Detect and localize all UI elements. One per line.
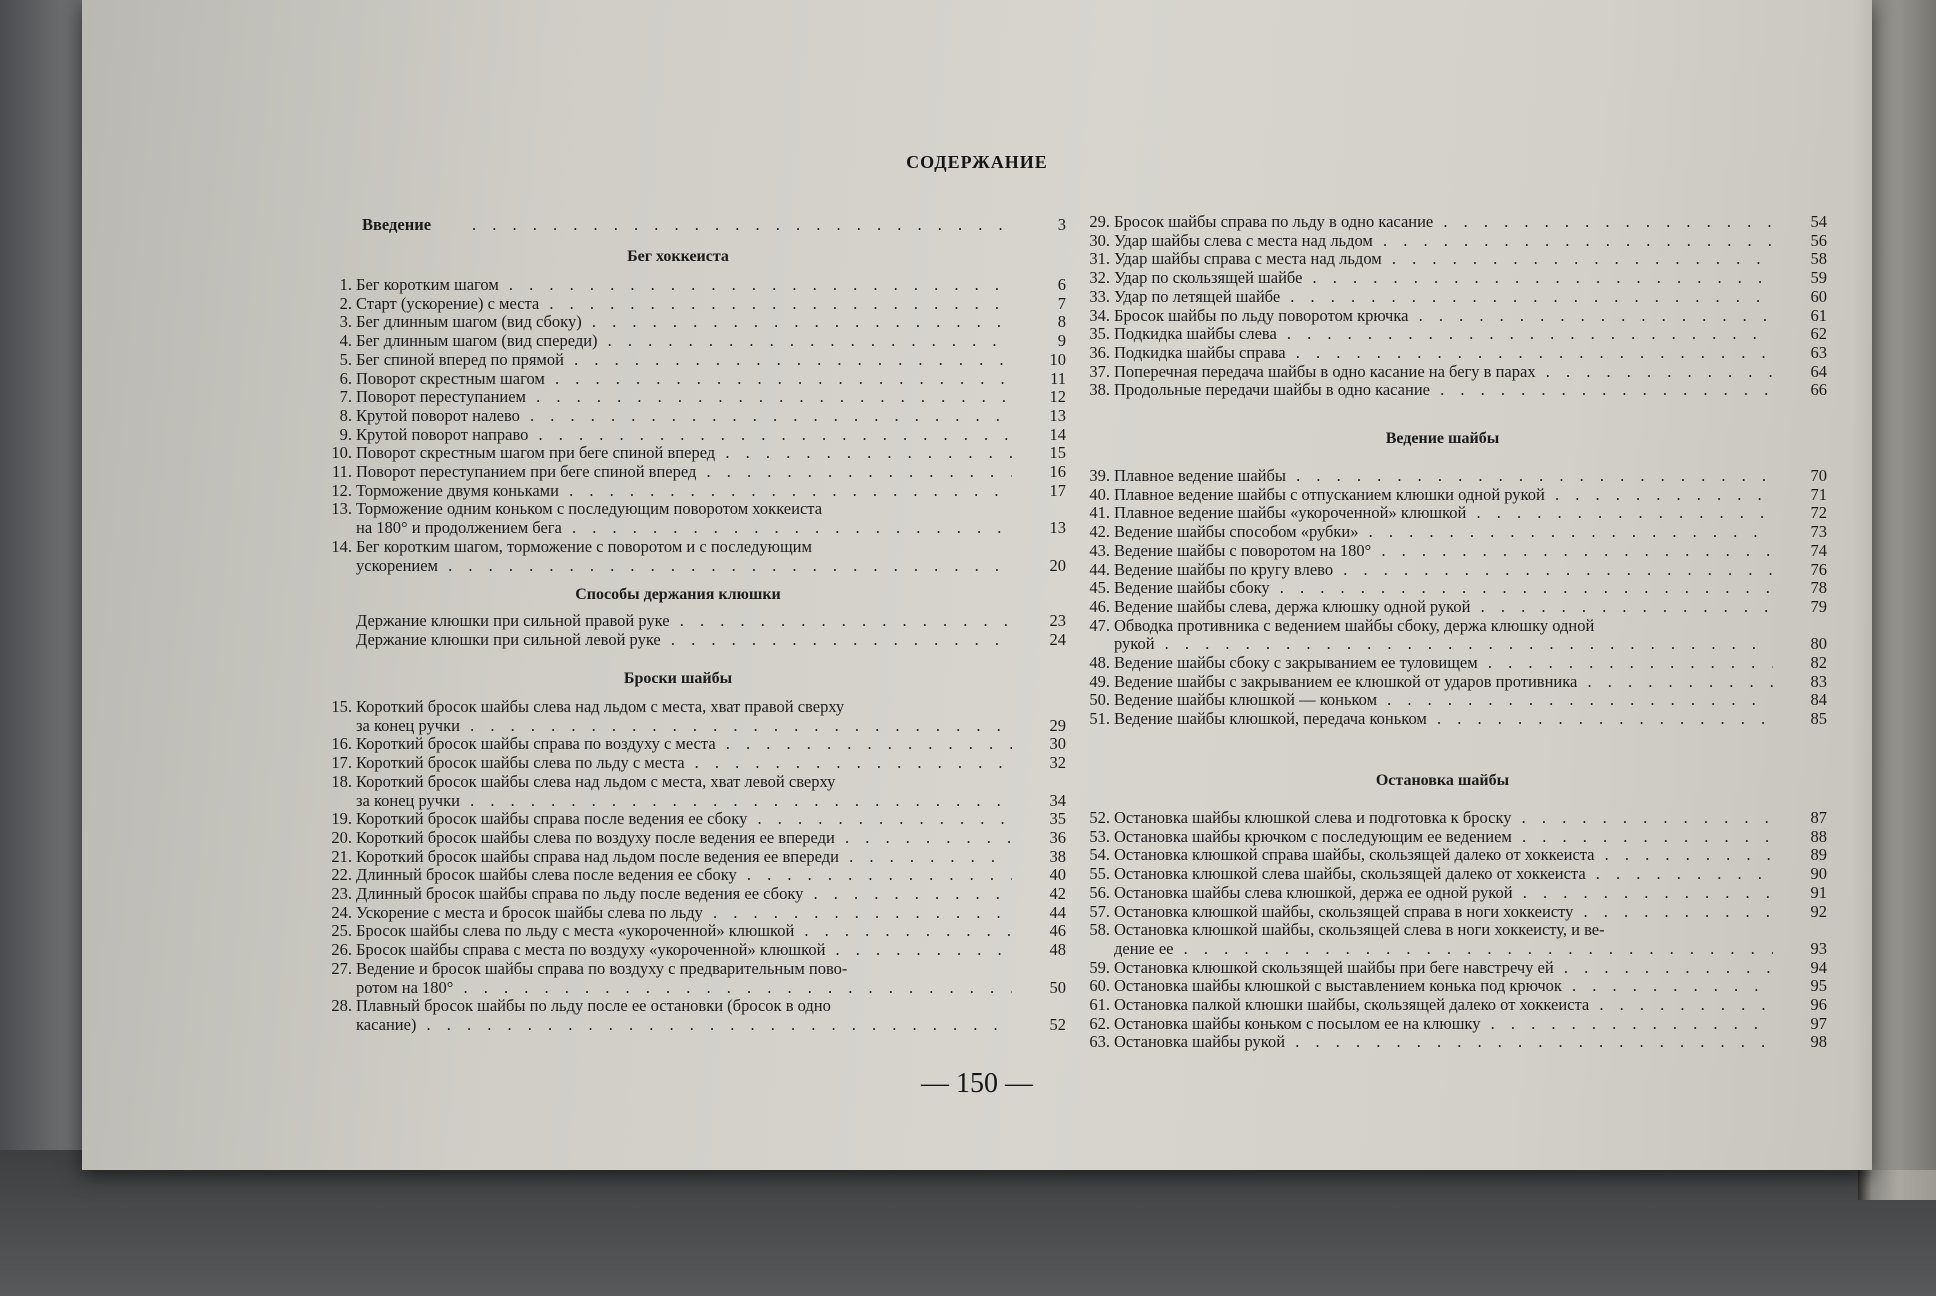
entry-title: Остановка шайбы крючком с последующим ее ведением . . . bbox=[1114, 827, 1773, 846]
entry-number: 57. bbox=[1089, 901, 1110, 921]
entry-title: Короткий бросок шайбы слева над льдом с места, хват левой сверху bbox=[356, 771, 836, 791]
entry-number: 49. bbox=[1089, 671, 1110, 691]
entry-title: Ведение шайбы клюшкой, передача коньком . . . bbox=[1114, 709, 1773, 728]
page-title: СОДЕРЖАНИЕ bbox=[906, 152, 1048, 172]
entry-title: Удар шайбы слева с места над льдом . . . bbox=[1114, 231, 1773, 250]
entry-title: Остановка клюшкой шайбы, скользящей справа в ноги хоккеисту . . . bbox=[1114, 902, 1773, 921]
entry-number: 23. bbox=[331, 884, 352, 903]
entry-number: 6. bbox=[339, 368, 352, 388]
entry-title: Поперечная передача шайбы в одно касание на бегу в парах . . . bbox=[1114, 362, 1773, 381]
entry-page: 16 bbox=[1049, 462, 1066, 481]
entry-number: 3. bbox=[339, 312, 352, 332]
entry-page: 13 bbox=[1049, 405, 1066, 425]
entry-page: 83 bbox=[1810, 671, 1827, 691]
entry-number: 10. bbox=[331, 443, 352, 463]
entry-number: 27. bbox=[331, 958, 352, 978]
entry-title-continuation: за конец ручки . . . bbox=[356, 716, 1012, 735]
entry-page: 12 bbox=[1049, 387, 1066, 407]
intro-page: 3 bbox=[1057, 215, 1066, 234]
entry-title: Держание клюшки при сильной левой руке . . . bbox=[356, 630, 1012, 649]
entry-title: Остановка палкой клюшки шайбы, скользящей далеко от хоккеиста . . . bbox=[1114, 995, 1773, 1014]
entry-title-continuation: дение ее . . . bbox=[1114, 939, 1773, 958]
entry-number: 9. bbox=[339, 424, 352, 444]
entry-number: 18. bbox=[331, 771, 352, 791]
entry-page: 91 bbox=[1810, 882, 1827, 902]
entry-title: Короткий бросок шайбы слева над льдом с места, хват правой сверху bbox=[356, 697, 845, 716]
book-page bbox=[82, 0, 1872, 1170]
entry-number: 2. bbox=[339, 293, 352, 313]
entry-number: 20. bbox=[331, 827, 352, 847]
entry-title: Поворот скрестным шагом . . . bbox=[356, 369, 1012, 388]
entry-title: Бег коротким шагом, торможение с поворотом и с последующим bbox=[356, 536, 812, 556]
entry-title: Бег длинным шагом (вид спереди) . . . bbox=[356, 331, 1012, 350]
entry-page: 62 bbox=[1810, 324, 1827, 344]
entry-title: Короткий бросок шайбы слева по льду с места . . . bbox=[356, 753, 1012, 772]
entry-page: 78 bbox=[1810, 578, 1827, 598]
entry-page: 44 bbox=[1049, 902, 1066, 922]
entry-title: Крутой поворот налево . . . bbox=[356, 406, 1012, 425]
entry-number: 7. bbox=[339, 387, 352, 407]
entry-number: 11. bbox=[331, 462, 352, 481]
entry-page: 36 bbox=[1049, 827, 1066, 847]
entry-number: 16. bbox=[331, 734, 352, 754]
section-heading: Бег хоккеиста bbox=[627, 248, 729, 265]
entry-page: 30 bbox=[1049, 734, 1066, 754]
entry-page: 85 bbox=[1810, 709, 1827, 729]
entry-title: Удар шайбы справа с места над льдом . . . bbox=[1114, 249, 1773, 268]
entry-number: 26. bbox=[331, 940, 352, 960]
entry-page: 96 bbox=[1810, 995, 1827, 1014]
intro-label: Введение bbox=[362, 215, 432, 234]
entry-title: Удар по летящей шайбе . . . bbox=[1114, 287, 1773, 306]
entry-number: 43. bbox=[1089, 540, 1110, 560]
entry-title-continuation: на 180° и продолжением бега . . . bbox=[356, 518, 1012, 537]
entry-page: 17 bbox=[1049, 480, 1066, 500]
entry-page: 52 bbox=[1049, 1014, 1066, 1034]
entry-page: 54 bbox=[1810, 212, 1827, 231]
entry-number: 17. bbox=[331, 753, 352, 773]
entry-title: Ведение и бросок шайбы справа по воздуху с предварительным пово- bbox=[356, 958, 848, 978]
entry-title: Продольные передачи шайбы в одно касание . . . bbox=[1114, 380, 1773, 399]
entry-page: 32 bbox=[1049, 753, 1066, 773]
entry-page: 92 bbox=[1810, 901, 1827, 921]
entry-title: Бросок шайбы справа по льду в одно касание . . . bbox=[1114, 212, 1773, 231]
entry-page: 87 bbox=[1810, 808, 1827, 827]
entry-title: Держание клюшки при сильной правой руке . . . bbox=[356, 611, 1012, 630]
entry-page: 56 bbox=[1810, 230, 1827, 250]
entry-number: 55. bbox=[1089, 864, 1110, 884]
entry-page: 89 bbox=[1810, 845, 1827, 865]
entry-title: Ведение шайбы клюшкой — коньком . . . bbox=[1114, 690, 1773, 709]
entry-page: 61 bbox=[1810, 305, 1827, 325]
entry-page: 73 bbox=[1810, 522, 1827, 542]
entry-page: 71 bbox=[1810, 484, 1827, 504]
entry-title: Остановка клюшкой слева шайбы, скользящей далеко от хоккеиста . . . bbox=[1114, 864, 1773, 883]
entry-number: 62. bbox=[1089, 1013, 1110, 1033]
entry-page: 98 bbox=[1810, 1032, 1827, 1052]
entry-number: 61. bbox=[1089, 995, 1110, 1014]
page-number: — 150 — bbox=[921, 1068, 1033, 1099]
entry-number: 24. bbox=[331, 902, 352, 922]
entry-page: 60 bbox=[1810, 286, 1827, 306]
entry-number: 29. bbox=[1089, 212, 1110, 231]
entry-page: 59 bbox=[1810, 268, 1827, 288]
entry-page: 79 bbox=[1810, 596, 1827, 616]
entry-number: 51. bbox=[1089, 709, 1110, 729]
entry-title: Остановка шайбы клюшкой с выставлением конька под крючок . . . bbox=[1114, 976, 1773, 995]
entry-title: Торможение двумя коньками . . . bbox=[356, 481, 1012, 500]
entry-title: Бросок шайбы по льду поворотом крючка . . . bbox=[1114, 306, 1773, 325]
entry-number: 47. bbox=[1089, 615, 1110, 635]
entry-number: 41. bbox=[1089, 503, 1110, 523]
entry-title: Бег спиной вперед по прямой . . . bbox=[356, 350, 1012, 369]
entry-number: 63. bbox=[1089, 1032, 1110, 1052]
entry-page: 50 bbox=[1049, 977, 1066, 997]
entry-title: Бросок шайбы слева по льду с места «укороченной» клюшкой . . . bbox=[356, 921, 1012, 940]
entry-page: 58 bbox=[1810, 249, 1827, 269]
entry-page: 80 bbox=[1810, 634, 1827, 654]
entry-page: 76 bbox=[1810, 559, 1827, 579]
entry-title: Удар по скользящей шайбе . . . bbox=[1114, 268, 1773, 287]
entry-title: Остановка клюшкой справа шайбы, скользящей далеко от хоккеиста . . . bbox=[1114, 845, 1773, 864]
entry-page: 20 bbox=[1049, 555, 1066, 575]
leader-dots bbox=[472, 215, 1014, 235]
entry-page: 82 bbox=[1810, 653, 1827, 672]
entry-title: Короткий бросок шайбы справа над льдом после ведения ее впереди . . . bbox=[356, 847, 1012, 866]
entry-number: 22. bbox=[331, 865, 352, 885]
entry-number: 12. bbox=[331, 480, 352, 500]
section-heading: Способы держания клюшки bbox=[575, 586, 781, 603]
entry-page: 23 bbox=[1049, 611, 1066, 630]
entry-title: Ведение шайбы сбоку . . . bbox=[1114, 578, 1773, 597]
entry-title: Бег длинным шагом (вид сбоку) . . . bbox=[356, 312, 1012, 331]
entry-title: Остановка шайбы клюшкой слева и подготовка к броску . . . bbox=[1114, 808, 1773, 827]
entry-title: Ведение шайбы сбоку с закрыванием ее туловищем . . . bbox=[1114, 653, 1773, 672]
entry-title: Короткий бросок шайбы справа после ведения ее сбоку . . . bbox=[356, 809, 1012, 828]
entry-page: 38 bbox=[1049, 846, 1066, 866]
entry-title: Крутой поворот направо . . . bbox=[356, 425, 1012, 444]
entry-title-continuation: ротом на 180° . . . bbox=[356, 978, 1012, 997]
entry-page: 88 bbox=[1810, 826, 1827, 846]
entry-title: Длинный бросок шайбы справа по льду после ведения ее сбоку . . . bbox=[356, 884, 1012, 903]
entry-number: 52. bbox=[1089, 808, 1110, 827]
entry-title: Ведение шайбы слева, держа клюшку одной рукой . . . bbox=[1114, 597, 1773, 616]
entry-page: 48 bbox=[1049, 940, 1066, 960]
entry-number: 5. bbox=[339, 349, 352, 369]
entry-title: Торможение одним коньком с последующим поворотом хоккеиста bbox=[356, 499, 823, 519]
entry-page: 14 bbox=[1049, 424, 1066, 444]
entry-page: 63 bbox=[1810, 342, 1827, 362]
entry-number: 15. bbox=[331, 697, 352, 716]
entry-title: Старт (ускорение) с места . . . bbox=[356, 294, 1012, 313]
entry-title: Бег коротким шагом . . . bbox=[356, 275, 1012, 294]
entry-number: 19. bbox=[331, 809, 352, 829]
entry-title: Поворот скрестным шагом при беге спиной вперед . . . bbox=[356, 443, 1012, 462]
entry-title: Обводка противника с ведением шайбы сбоку, держа клюшку одной bbox=[1114, 615, 1595, 635]
entry-number: 58. bbox=[1089, 920, 1110, 940]
entry-number: 37. bbox=[1089, 361, 1110, 381]
entry-page: 7 bbox=[1057, 293, 1066, 313]
section-heading: Ведение шайбы bbox=[1385, 430, 1500, 447]
entry-title-continuation: ускорением . . . bbox=[356, 556, 1012, 575]
entry-title: Короткий бросок шайбы слева по воздуху после ведения ее впереди . . . bbox=[356, 828, 1012, 847]
entry-title: Поворот переступанием при беге спиной вперед . . . bbox=[356, 462, 1012, 481]
entry-page: 35 bbox=[1049, 809, 1066, 829]
entry-number: 39. bbox=[1089, 466, 1110, 485]
entry-number: 25. bbox=[331, 921, 352, 941]
entry-title-continuation: рукой . . . bbox=[1114, 634, 1773, 653]
entry-number: 8. bbox=[339, 405, 352, 425]
entry-title: Длинный бросок шайбы слева после ведения ее сбоку . . . bbox=[356, 865, 1012, 884]
section-heading: Остановка шайбы bbox=[1375, 772, 1510, 789]
entry-title: Поворот переступанием . . . bbox=[356, 387, 1012, 406]
entry-page: 42 bbox=[1049, 884, 1066, 903]
entry-title: Подкидка шайбы справа . . . bbox=[1114, 343, 1773, 362]
entry-number: 14. bbox=[331, 536, 352, 556]
entry-title-continuation: касание) . . . bbox=[356, 1015, 1012, 1034]
entry-number: 48. bbox=[1089, 653, 1110, 672]
entry-number: 40. bbox=[1089, 484, 1110, 504]
entry-page: 70 bbox=[1810, 466, 1827, 485]
entry-page: 97 bbox=[1810, 1013, 1827, 1033]
entry-page: 15 bbox=[1049, 443, 1066, 463]
entry-page: 90 bbox=[1810, 864, 1827, 884]
entry-page: 95 bbox=[1810, 976, 1827, 996]
entry-number: 32. bbox=[1089, 268, 1110, 288]
entry-page: 84 bbox=[1810, 690, 1827, 710]
entry-title: Ускорение с места и бросок шайбы слева по льду . . . bbox=[356, 903, 1012, 922]
entry-title-continuation: за конец ручки . . . bbox=[356, 791, 1012, 810]
entry-page: 64 bbox=[1810, 361, 1827, 381]
entry-title: Остановка шайбы слева клюшкой, держа ее одной рукой . . . bbox=[1114, 883, 1773, 902]
entry-page: 46 bbox=[1049, 921, 1066, 941]
entry-number: 36. bbox=[1089, 342, 1110, 362]
entry-page: 8 bbox=[1057, 312, 1066, 332]
entry-page: 29 bbox=[1049, 715, 1066, 735]
entry-title: Ведение шайбы по кругу влево . . . bbox=[1114, 560, 1773, 579]
entry-title: Ведение шайбы способом «рубки» . . . bbox=[1114, 522, 1773, 541]
entry-number: 1. bbox=[339, 275, 352, 294]
entry-title: Плавное ведение шайбы с отпусканием клюшки одной рукой . . . bbox=[1114, 485, 1773, 504]
entry-title: Плавный бросок шайбы по льду после ее остановки (бросок в одно bbox=[356, 996, 831, 1016]
entry-number: 33. bbox=[1089, 286, 1110, 306]
entry-number: 38. bbox=[1089, 380, 1110, 400]
entry-number: 30. bbox=[1089, 230, 1110, 250]
entry-title: Ведение шайбы с закрыванием ее клюшкой от ударов противника . . . bbox=[1114, 672, 1773, 691]
entry-page: 6 bbox=[1057, 275, 1066, 294]
entry-title: Остановка шайбы коньком с посылом ее на клюшку . . . bbox=[1114, 1014, 1773, 1033]
entry-number: 28. bbox=[331, 996, 352, 1016]
entry-number: 59. bbox=[1089, 957, 1110, 977]
entry-page: 93 bbox=[1810, 938, 1827, 958]
entry-number: 42. bbox=[1089, 522, 1110, 542]
entry-title: Остановка клюшкой шайбы, скользящей слева в ноги хоккеисту, и ве- bbox=[1114, 920, 1605, 940]
entry-number: 21. bbox=[331, 846, 352, 866]
entry-page: 34 bbox=[1049, 790, 1066, 810]
entry-number: 50. bbox=[1089, 690, 1110, 710]
entry-number: 56. bbox=[1089, 882, 1110, 902]
entry-number: 54. bbox=[1089, 845, 1110, 865]
entry-number: 46. bbox=[1089, 596, 1110, 616]
section-heading: Броски шайбы bbox=[623, 670, 733, 687]
entry-title: Остановка клюшкой скользящей шайбы при беге навстречу ей . . . bbox=[1114, 958, 1773, 977]
entry-number: 44. bbox=[1089, 559, 1110, 579]
entry-title: Плавное ведение шайбы . . . bbox=[1114, 466, 1773, 485]
entry-page: 24 bbox=[1049, 629, 1066, 649]
entry-title: Остановка шайбы рукой . . . bbox=[1114, 1032, 1773, 1051]
entry-page: 13 bbox=[1049, 518, 1066, 538]
table-surface bbox=[0, 1150, 1936, 1296]
entry-number: 53. bbox=[1089, 826, 1110, 846]
entry-number: 13. bbox=[331, 499, 352, 519]
entry-title: Ведение шайбы с поворотом на 180° . . . bbox=[1114, 541, 1773, 560]
entry-title: Бросок шайбы справа с места по воздуху «укороченной» клюшкой . . . bbox=[356, 940, 1012, 959]
entry-number: 45. bbox=[1089, 578, 1110, 598]
entry-page: 94 bbox=[1810, 957, 1827, 977]
entry-page: 66 bbox=[1810, 380, 1827, 400]
entry-number: 60. bbox=[1089, 976, 1110, 996]
entry-page: 72 bbox=[1810, 503, 1827, 523]
entry-page: 9 bbox=[1057, 331, 1066, 351]
entry-title: Плавное ведение шайбы «укороченной» клюшкой . . . bbox=[1114, 503, 1773, 522]
entry-title: Подкидка шайбы слева . . . bbox=[1114, 324, 1773, 343]
entry-page: 74 bbox=[1810, 540, 1827, 560]
entry-number: 35. bbox=[1089, 324, 1110, 344]
entry-number: 4. bbox=[339, 331, 352, 351]
entry-page: 10 bbox=[1049, 349, 1066, 369]
entry-page: 40 bbox=[1049, 865, 1066, 885]
entry-title: Короткий бросок шайбы справа по воздуху с места . . . bbox=[356, 734, 1012, 753]
entry-page: 11 bbox=[1050, 368, 1066, 388]
entry-number: 31. bbox=[1089, 249, 1110, 269]
entry-number: 34. bbox=[1089, 305, 1110, 325]
page-gutter-shadow bbox=[1852, 0, 1936, 1170]
